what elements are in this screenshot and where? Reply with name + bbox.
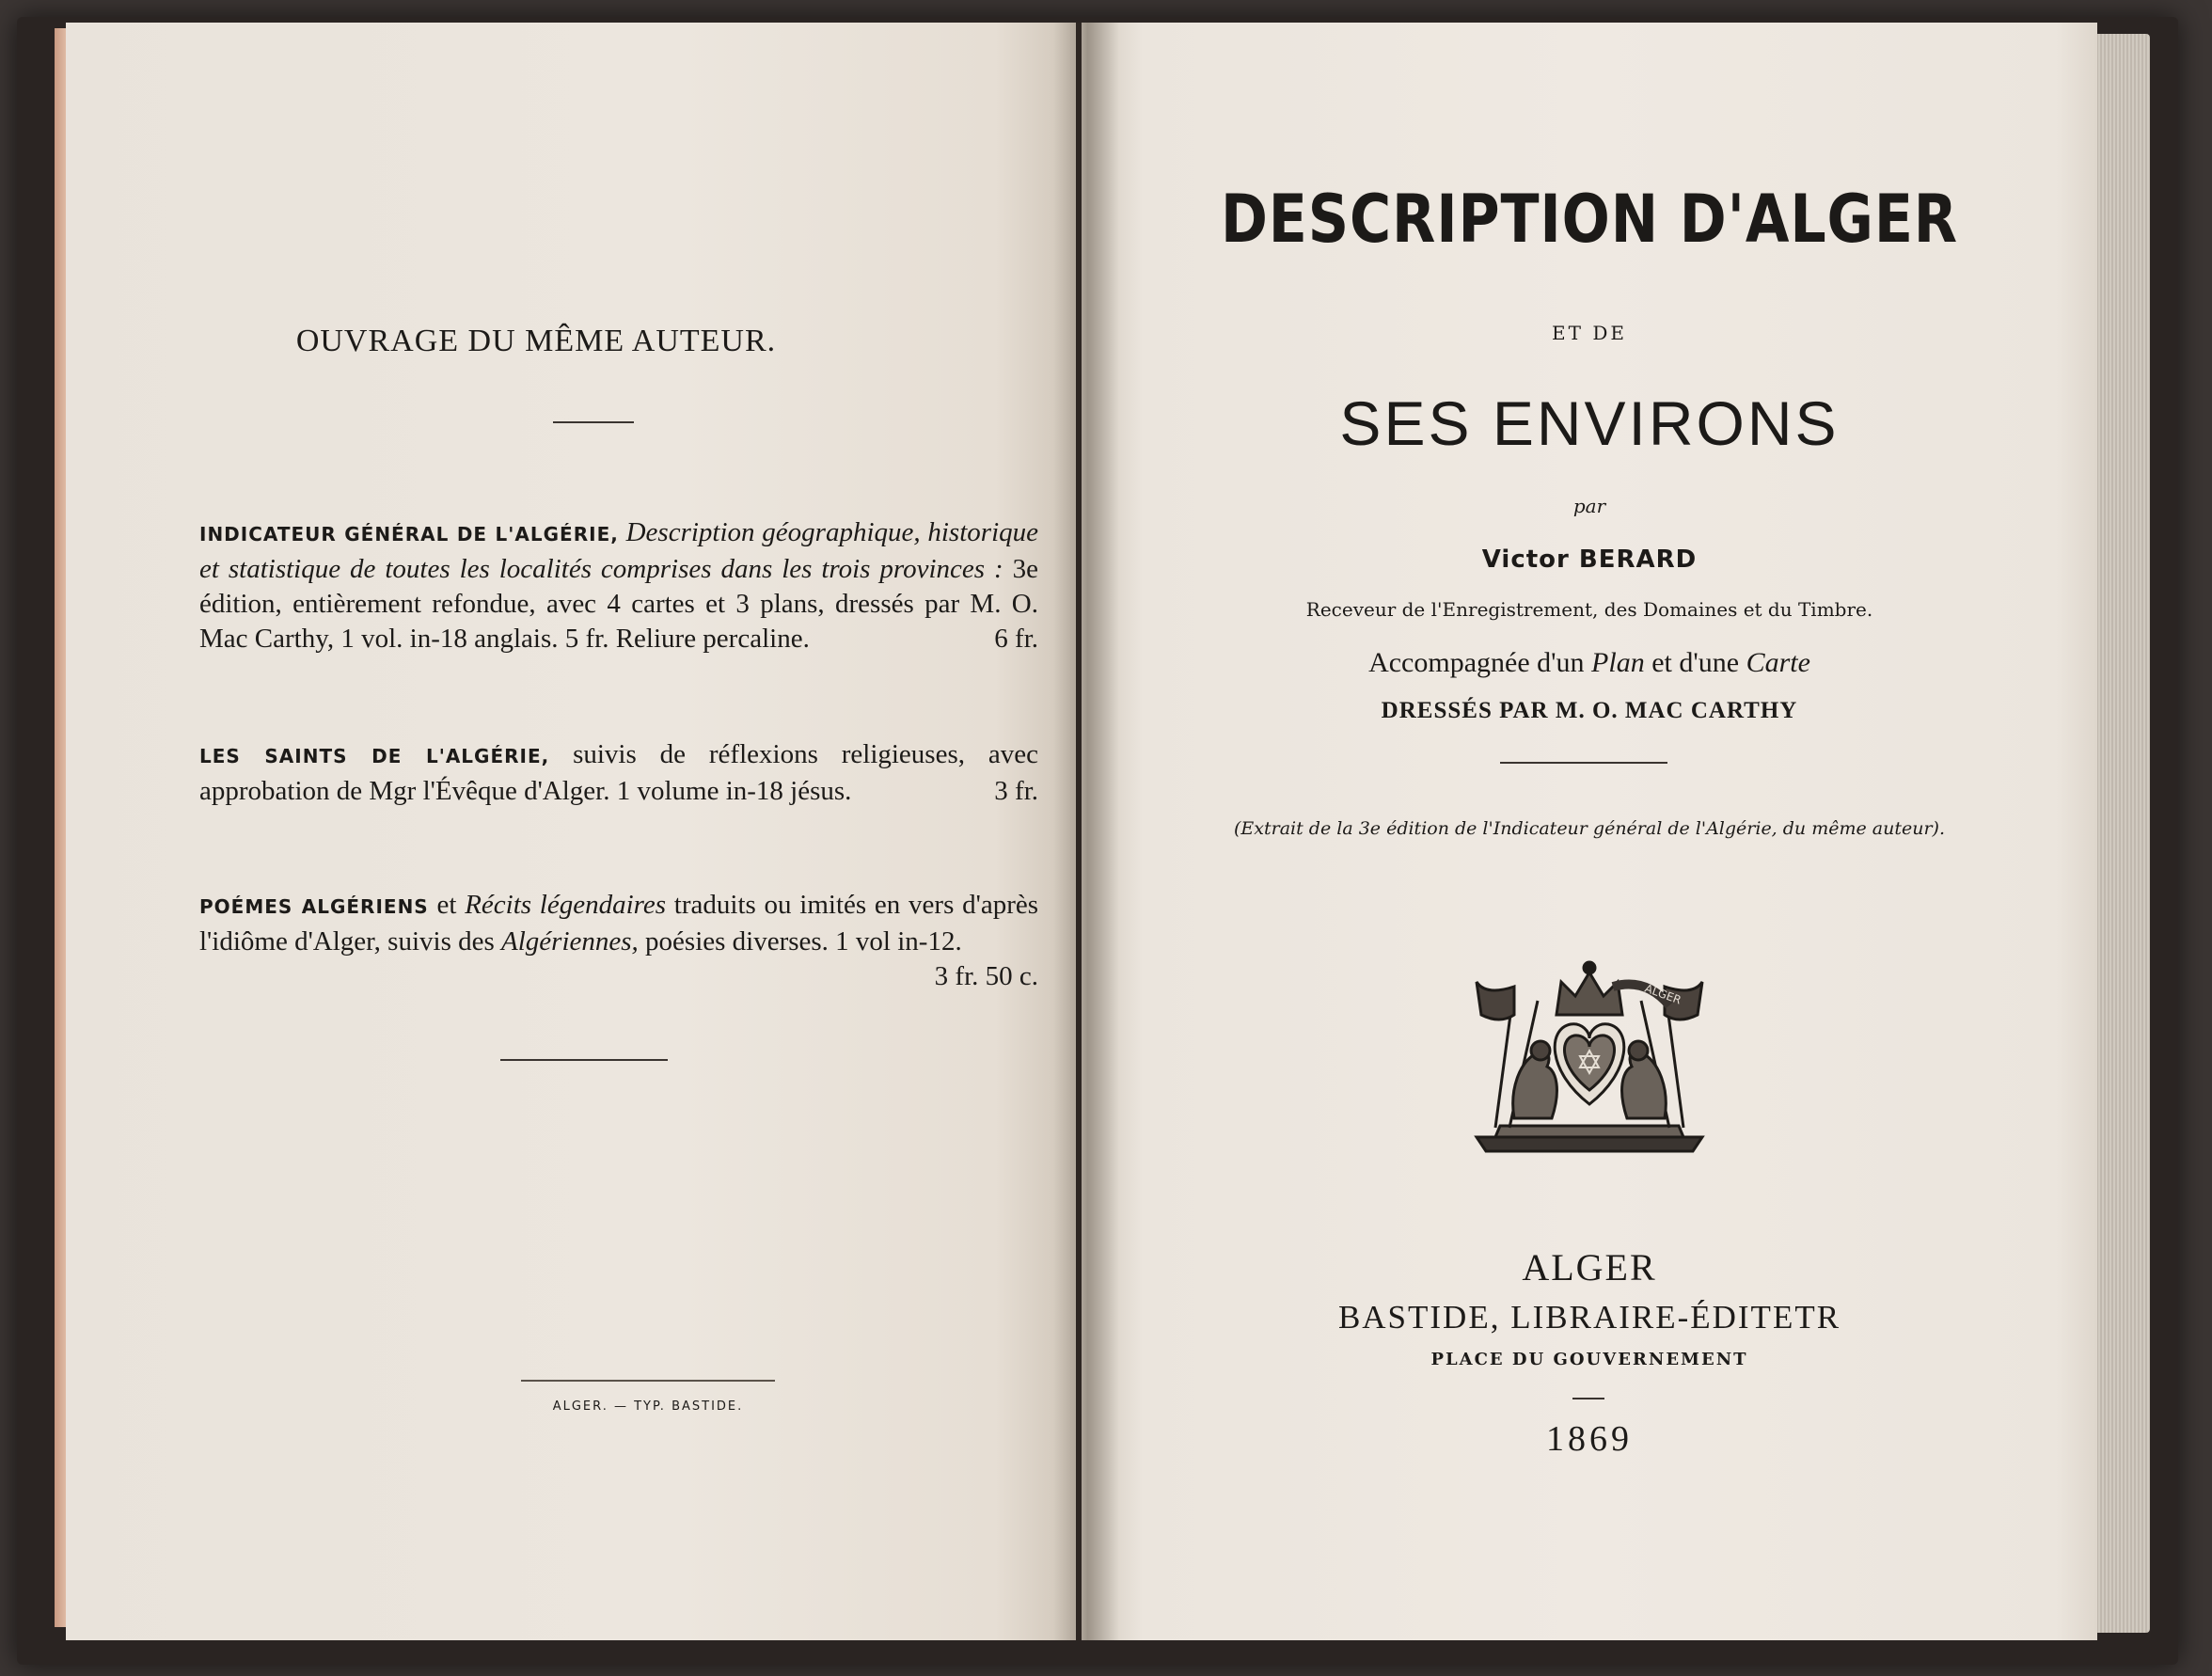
accomp-text: Accompagnée d'un — [1368, 647, 1585, 678]
publisher-name: BASTIDE, LIBRAIRE-ÉDITETR — [1337, 1299, 1841, 1336]
entry-price: 3 fr. — [994, 776, 1038, 806]
entry-price: 3 fr. 50 c. — [934, 961, 1038, 991]
coat-of-arms-emblem — [1082, 949, 2097, 1161]
imprint-rule — [521, 1380, 775, 1382]
page-stack — [2095, 34, 2150, 1633]
publisher-city: ALGER — [1522, 1246, 1657, 1289]
left-page — [66, 23, 1076, 1640]
entry-details: suivis de réflexions religieuses, avec approbation de Mgr l'Évêque d'Alger. 1 volume in-18 jésus. — [199, 739, 1038, 806]
emblem-banner-text: ALGER — [1642, 981, 1683, 1007]
section-rule — [500, 1059, 668, 1061]
entry-title: INDICATEUR GÉNÉRAL DE L'ALGÉRIE, — [199, 523, 619, 545]
title-rule — [1500, 762, 1667, 764]
par-label: par — [1572, 495, 1606, 517]
ouvrage-heading: OUVRAGE DU MÊME AUTEUR. — [295, 324, 777, 358]
entry-poemes — [199, 888, 1038, 994]
dresses-line: DRESSÉS PAR M. O. MAC CARTHY — [1381, 698, 1798, 723]
entry-indicateur — [199, 515, 1038, 656]
heading-rule — [553, 421, 634, 423]
entry-price: 6 fr. — [994, 624, 1038, 654]
entry-title: POÉMES ALGÉRIENS — [199, 895, 429, 918]
entry-details: 3e édition, entièrement refondue, avec 4 cartes et 3 plans, dressés par M. O. Mac Carthy, 1 vol. in-18 anglais. 5 fr. Reliure percaline. — [199, 554, 1039, 654]
entry-italic: Description géographique, historique et statistique de toutes les localités comprises dans les trois provinces : — [199, 517, 1038, 584]
accomp-carte: Carte — [1746, 647, 1810, 678]
right-page — [1082, 23, 2097, 1640]
publisher-address: PLACE DU GOUVERNEMENT — [1430, 1350, 1748, 1369]
entry-details: poésies diverses. 1 vol in-12. — [645, 926, 962, 957]
entry-details: et — [436, 890, 457, 920]
author-title: Receveur de l'Enregistrement, des Domaines et du Timbre. — [1305, 598, 1873, 621]
entry-italic: Algériennes, — [501, 926, 639, 957]
publication-year: 1869 — [1546, 1419, 1633, 1459]
year-rule — [1572, 1398, 1604, 1399]
entry-italic: Récits légendaires — [465, 890, 667, 920]
accomp-text: et d'une — [1651, 647, 1740, 678]
entry-title: LES SAINTS DE L'ALGÉRIE, — [199, 745, 550, 767]
imprint: ALGER. — TYP. BASTIDE. — [552, 1399, 744, 1414]
book-title: DESCRIPTION D'ALGER — [1220, 181, 1959, 258]
accomp-plan: Plan — [1591, 647, 1645, 678]
coat-of-arms-icon — [1458, 949, 1721, 1161]
extrait-note: (Extrait de la 3e édition de l'Indicateur général de l'Algérie, du même auteur). — [1234, 818, 1945, 839]
title-connector: ET DE — [1552, 322, 1627, 344]
entry-details: traduits ou imités en vers d'après l'idiôme d'Alger, suivis des — [199, 890, 1039, 957]
accompaniment-line — [1082, 647, 2097, 679]
author-name: Victor BERARD — [1481, 545, 1698, 574]
entry-saints — [199, 737, 1038, 809]
book-subtitle: SES ENVIRONS — [1339, 388, 1840, 458]
